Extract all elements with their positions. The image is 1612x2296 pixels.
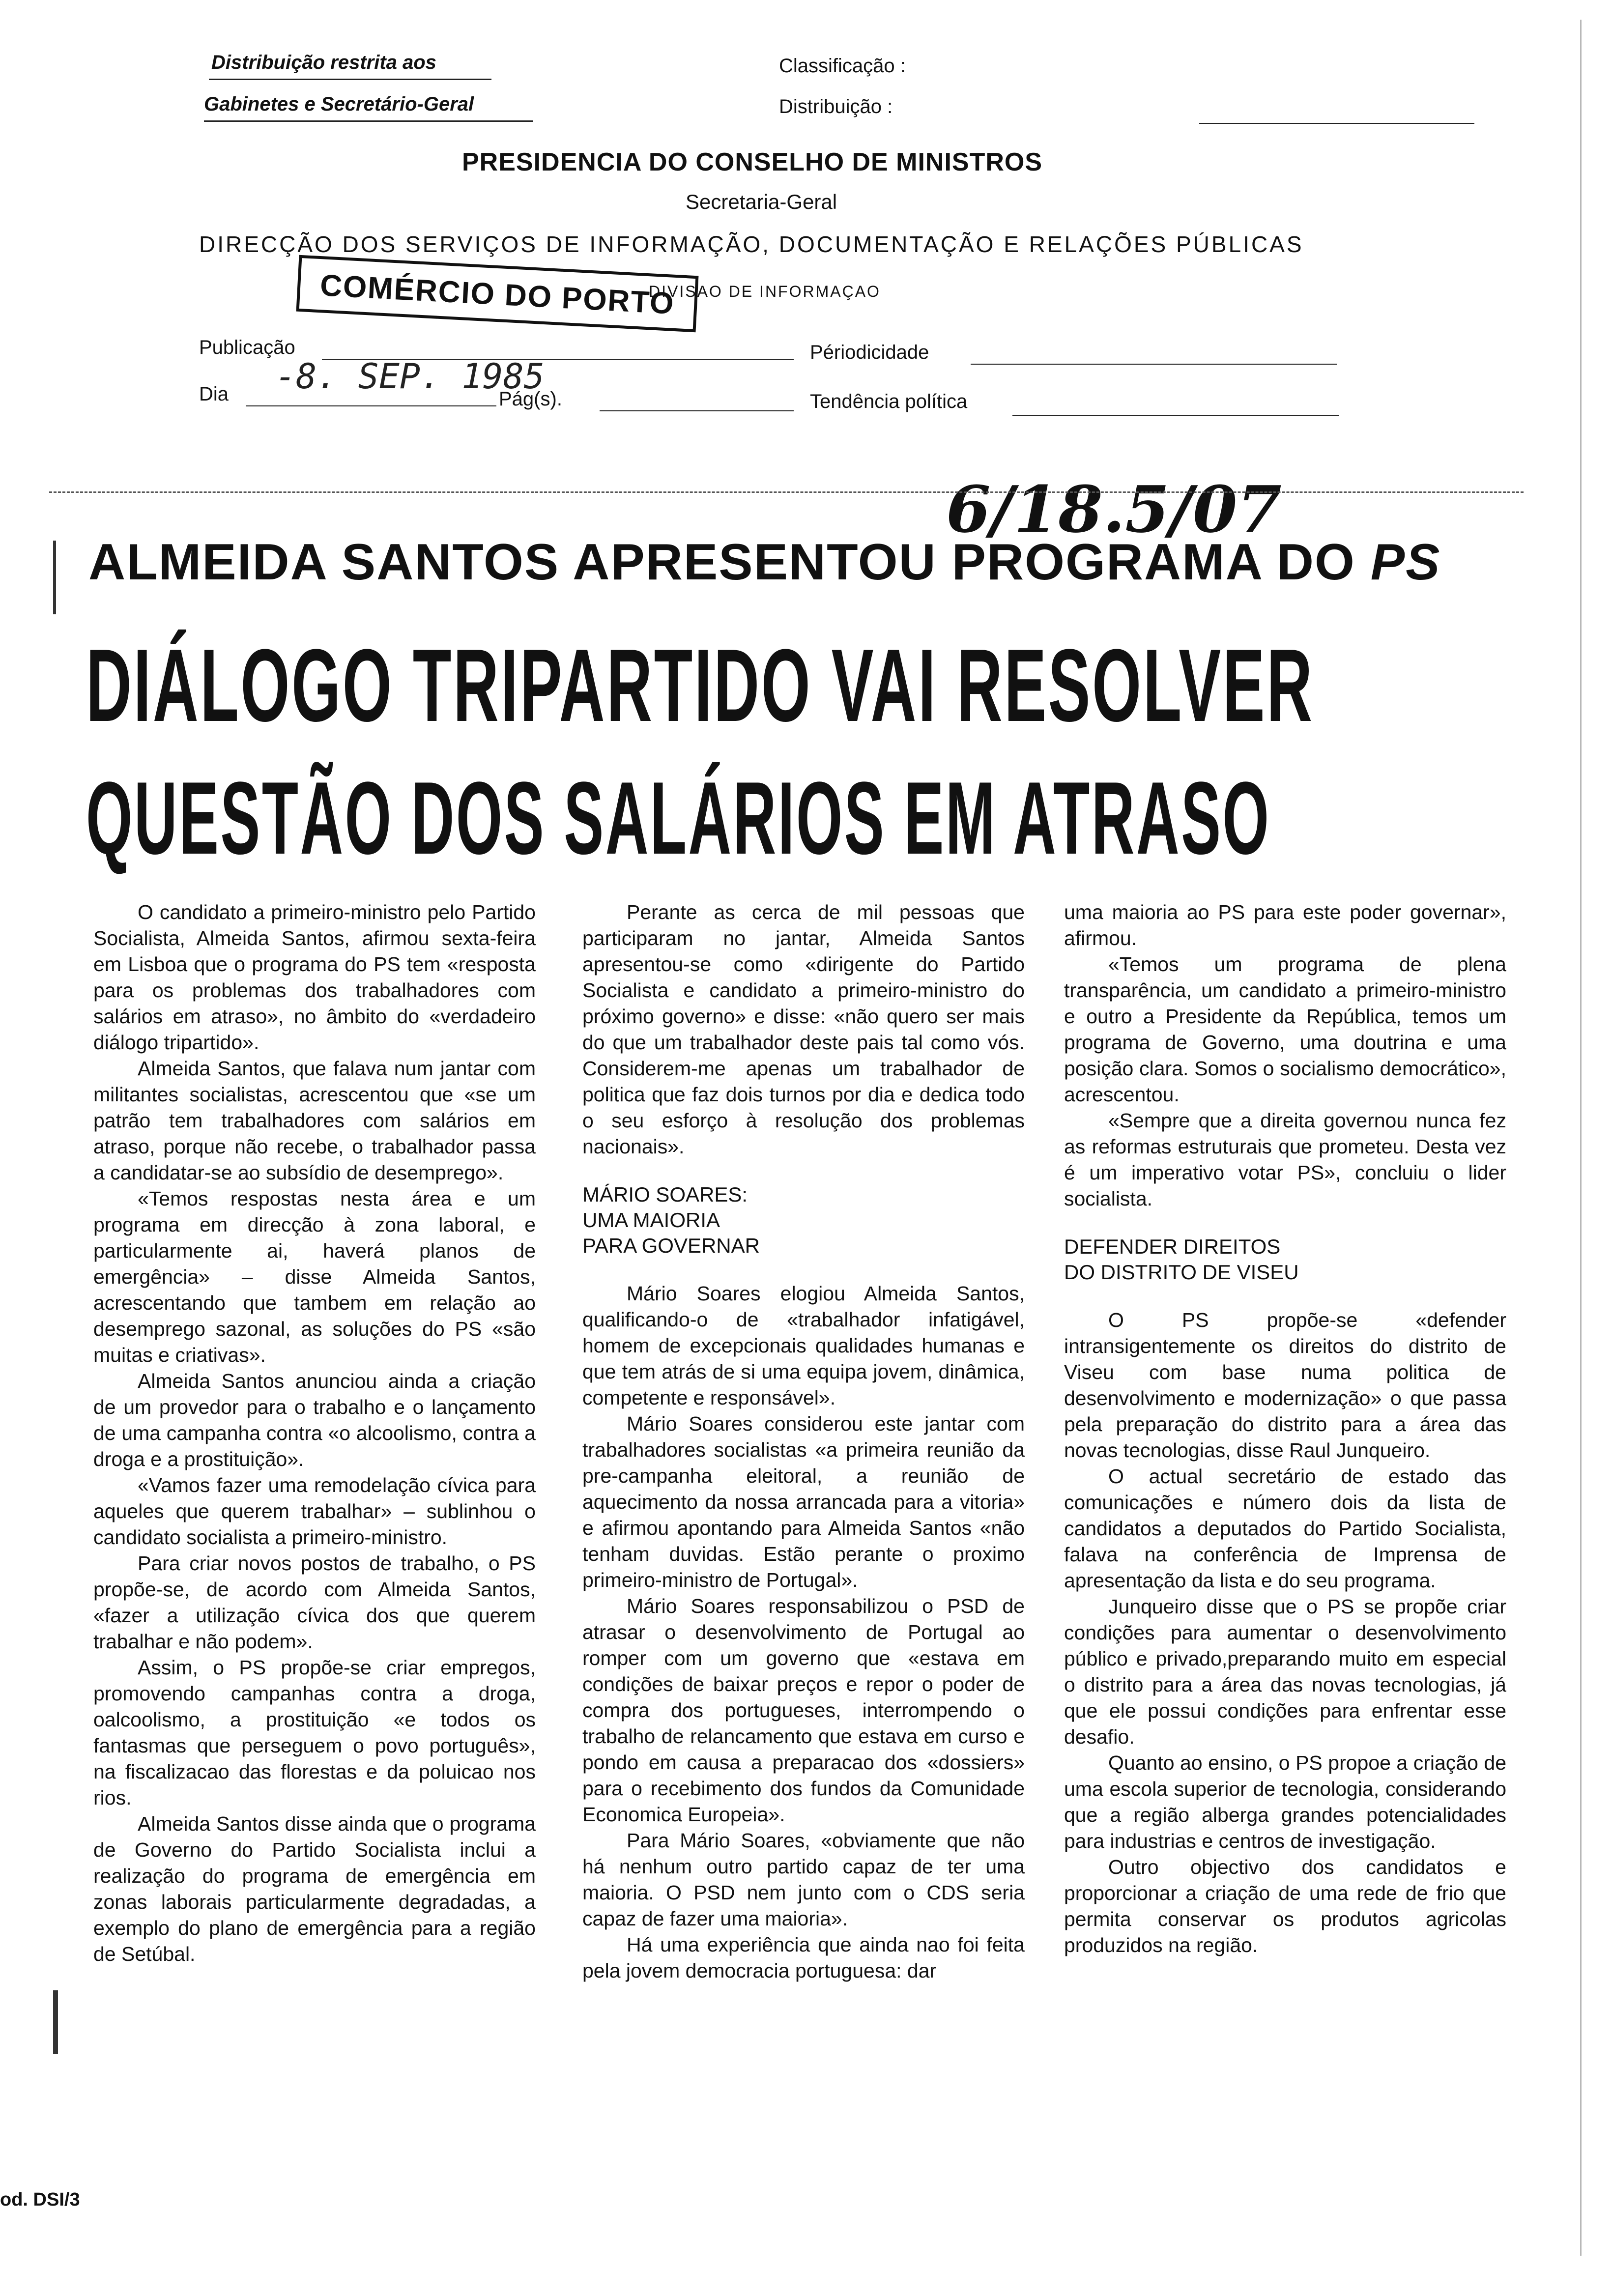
scan-right-edge <box>1580 20 1582 2256</box>
article-kicker <box>88 533 1441 592</box>
article-column-3 <box>1064 899 1506 1958</box>
paragraph: Outro objectivo dos candidatos e proporcionar a criação de uma rede de frio que permita conservar os produtos agricolas produzidos na região. <box>1064 1856 1506 1956</box>
paragraph: «Vamos fazer uma remodelação cívica para aqueles que querem trabalhar» – sublinhou o candidato socialista a primeiro-ministro. <box>93 1474 536 1549</box>
kicker-party: PS <box>1370 534 1441 591</box>
pages-field-line <box>600 410 794 411</box>
paragraph: O PS propõe-se «defender intransigentemente os direitos do distrito de Viseu com base numa politica de desenvolvimento e modernização» o que passa pela preparação do distrito para a área das novas tecnologias, disse Raul Junqueiro. <box>1064 1309 1506 1462</box>
section-heading-line: PARA GOVERNAR <box>582 1234 760 1257</box>
paragraph: Há uma experiência que ainda nao foi feita pela jovem democracia portuguesa: dar <box>582 1933 1025 1982</box>
distribution-restricted-line: Distribuição restrita aos <box>211 52 436 73</box>
section-heading-line: DO DISTRITO DE VISEU <box>1064 1261 1299 1284</box>
handwritten-note: 6/18.5/07 <box>946 472 1282 547</box>
headline-line-2: QUESTÃO DOS SALÁRIOS EM ATRASO <box>86 760 1271 876</box>
paragraph: «Temos respostas nesta área e um programa em direcção à zona laboral, e particularmente ai, haverá planos de emergência» – disse Almeida Santos, acrescentando que tambem em relação ao desemprego sazonal, as soluções do PS «são muitas e criativas». <box>93 1187 536 1366</box>
clipping-left-edge <box>53 541 56 614</box>
section-heading-line: MÁRIO SOARES: <box>582 1183 748 1206</box>
paragraph: Quanto ao ensino, o PS propoe a criação de uma escola superior de tecnologia, considerando que a região alberga grandes potencialidades para industrias e centros de investigação. <box>1064 1751 1506 1852</box>
organization-subtitle: Secretaria-Geral <box>686 190 837 213</box>
paragraph: «Temos um programa de plena transparência, um candidato a primeiro-ministro e outro a Presidente da República, temos um programa de Governo, uma doutrina e uma posição clara. Somos o socialismo democrático», acrescentou. <box>1064 953 1506 1106</box>
paragraph: Assim, o PS propõe-se criar empregos, promovendo campanhas contra a droga, oalcoolismo, a prostituição «e todos os fantasmas que perseguem o povo português», na fiscalizacao das florestas e da poluicao nos rios. <box>93 1656 536 1809</box>
headline-line-1: DIÁLOGO TRIPARTIDO VAI RESOLVER <box>86 628 1314 743</box>
publication-stamp: COMÉRCIO DO PORTO <box>296 255 699 332</box>
tendency-label: Tendência política <box>810 391 968 412</box>
header-rule <box>209 79 491 80</box>
division-label: DIVISAO DE INFORMAÇAO <box>649 283 881 300</box>
distribution-label: Distribuição : <box>779 96 893 117</box>
paragraph: Junqueiro disse que o PS se propõe criar condições para aumentar o desenvolvimento público e privado,preparando muito em especial o distrito para a área das novas tecnologias, já que ele possui condições para enfrentar esse desafio. <box>1064 1595 1506 1748</box>
paragraph: Almeida Santos anunciou ainda a criação de um provedor para o trabalho e o lançamento de uma campanha contra «o alcoolismo, contra a droga e a prostituição». <box>93 1370 536 1470</box>
paragraph: O candidato a primeiro-ministro pelo Partido Socialista, Almeida Santos, afirmou sexta-feira em Lisboa que o programa do PS tem «resposta para os problemas dos trabalhadores com salários em atraso», no âmbito do «verdadeiro diálogo tripartido». <box>93 901 536 1054</box>
periodicity-label: Périodicidade <box>810 342 929 363</box>
periodicity-field-line <box>971 364 1337 365</box>
paragraph: Mário Soares responsabilizou o PSD de atrasar o desenvolvimento de Portugal ao romper com um governo que «estava em condições de baixar preços e repor o poder de compra dos portugueses, interrompendo o trabalho de relancamento que estava em curso e pondo em causa a preparacao dos «dossiers» para o recebimento dos fundos da Comunidade Economica Europeia». <box>582 1595 1025 1826</box>
classification-label: Classificação : <box>779 55 906 77</box>
pages-label: Pág(s). <box>499 388 562 410</box>
header-rule <box>204 120 533 122</box>
day-field-line <box>246 405 496 406</box>
day-label: Dia <box>199 383 229 405</box>
paragraph: «Sempre que a direita governou nunca fez as reformas estruturais que prometeu. Desta vez é um imperativo votar PS», concluiu o lider socialista. <box>1064 1109 1506 1210</box>
organization-title: PRESIDENCIA DO CONSELHO DE MINISTROS <box>462 148 1043 176</box>
section-heading-line: UMA MAIORIA <box>582 1208 720 1232</box>
form-code: od. DSI/3 <box>0 2189 80 2210</box>
clipping-left-edge <box>53 1990 58 2054</box>
section-heading <box>1064 1234 1506 1285</box>
distribution-field-line <box>1199 123 1474 124</box>
section-heading-line: DEFENDER DIREITOS <box>1064 1235 1281 1258</box>
directorate-title: DIRECÇÃO DOS SERVIÇOS DE INFORMAÇÃO, DOCUMENTAÇÃO E RELAÇÕES PÚBLICAS <box>199 231 1304 257</box>
publication-label: Publicação <box>199 337 295 358</box>
article-column-2 <box>582 899 1025 1984</box>
clipping-top-edge <box>49 491 1524 493</box>
paragraph: Para Mário Soares, «obviamente que não há nenhum outro partido capaz de ter uma maioria. O PSD nem junto com o CDS seria capaz de fazer uma maioria». <box>582 1829 1025 1930</box>
paragraph: uma maioria ao PS para este poder governar», afirmou. <box>1064 901 1506 949</box>
distribution-recipients-line: Gabinetes e Secretário-Geral <box>204 93 474 115</box>
paragraph: Para criar novos postos de trabalho, o PS propõe-se, de acordo com Almeida Santos, «fazer a utilização cívica dos que querem trabalhar e não podem». <box>93 1552 536 1653</box>
paragraph: Perante as cerca de mil pessoas que participaram no jantar, Almeida Santos apresentou-se como «dirigente do Partido Socialista e candidato a primeiro-ministro do próximo governo» e disse: «não quero ser mais do que um trabalhador deste pais tal como vós. Considerem-me apenas um trabalhador de politica que faz dois turnos por dia e dedica todo o seu esforço à resolução dos problemas nacionais». <box>582 901 1025 1158</box>
day-value: -8. SEP. 1985 <box>275 356 545 397</box>
tendency-field-line <box>1012 415 1339 416</box>
article-column-1 <box>93 899 536 1967</box>
paragraph: Mário Soares elogiou Almeida Santos, qualificando-o de «trabalhador infatigável, homem de excepcionais qualidades humanas e que tem atrás de si uma equipa jovem, dinâmica, competente e responsável». <box>582 1282 1025 1409</box>
paragraph: O actual secretário de estado das comunicações e número dois da lista de candidatos a deputados do Partido Socialista, falava na conferência de Imprensa de apresentação da lista e do seu programa. <box>1064 1465 1506 1592</box>
paragraph: Almeida Santos, que falava num jantar com militantes socialistas, acrescentou que «se um patrão tem trabalhadores com salários em atraso, porque não recebe, o trabalhador passa a candidatar-se ao subsídio de desemprego». <box>93 1057 536 1184</box>
paragraph: Almeida Santos disse ainda que o programa de Governo do Partido Socialista inclui a realização do programa de emergência em zonas laborais particularmente degradadas, a exemplo do plano de emergência para a região de Setúbal. <box>93 1812 536 1965</box>
paragraph: Mário Soares considerou este jantar com trabalhadores socialistas «a primeira reunião da pre-campanha eleitoral, a reunião de aquecimento da nossa arrancada para a vitoria» e afirmou apontando para Almeida Santos «não tenham duvidas. Estão perante o proximo primeiro-ministro de Portugal». <box>582 1412 1025 1591</box>
kicker-text: ALMEIDA SANTOS APRESENTOU PROGRAMA DO <box>88 534 1355 591</box>
section-heading <box>582 1182 1025 1259</box>
